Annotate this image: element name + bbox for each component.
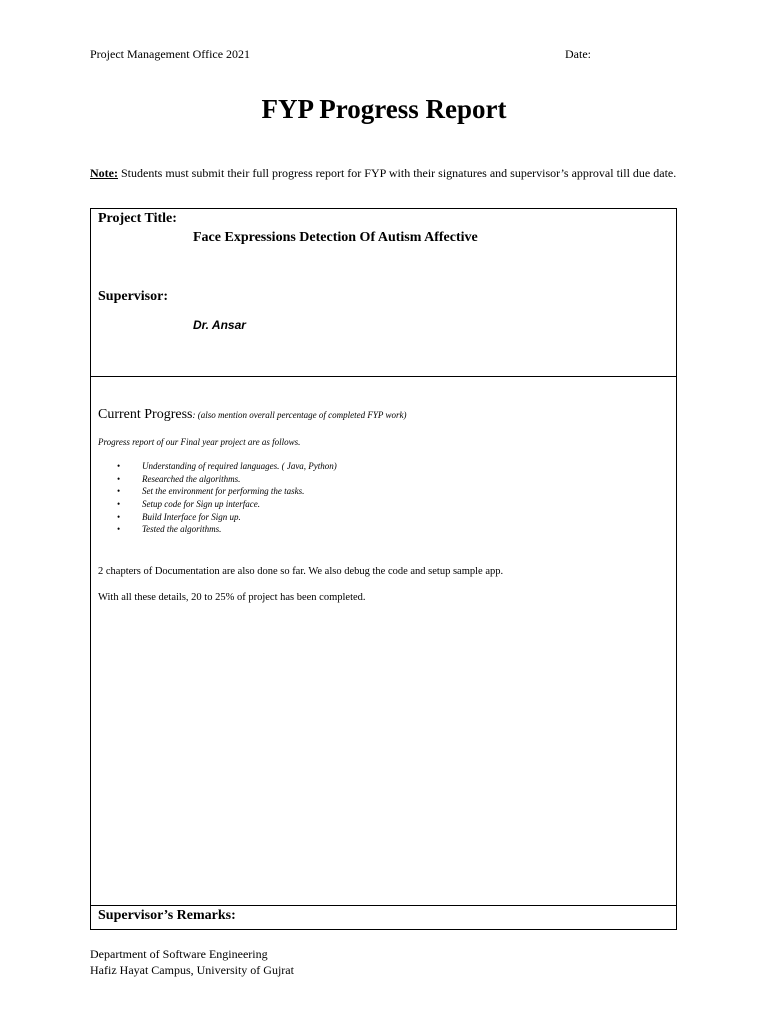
progress-paragraph-completion: With all these details, 20 to 25% of project has been completed.	[98, 592, 366, 603]
footer-department: Department of Software Engineering	[90, 947, 268, 961]
supervisor-label: Supervisor:	[98, 289, 168, 304]
report-form	[90, 208, 677, 930]
supervisor-name: Dr. Ansar	[193, 318, 246, 332]
progress-intro: Progress report of our Final year project are as follows.	[98, 437, 301, 447]
progress-list	[117, 460, 337, 536]
progress-item-text: Understanding of required languages. ( Java, Python)	[142, 461, 337, 471]
project-section	[91, 209, 676, 377]
progress-item-text: Tested the algorithms.	[142, 524, 222, 535]
bullet-icon: •	[117, 524, 121, 535]
progress-item-text: Build Interface for Sign up.	[142, 511, 241, 522]
project-title-label: Project Title:	[98, 211, 177, 226]
bullet-icon: •	[117, 511, 121, 522]
progress-list-item	[117, 473, 337, 486]
bullet-icon: •	[117, 473, 121, 484]
bullet-icon: •	[117, 461, 121, 471]
note-paragraph	[90, 165, 680, 182]
bullet-icon: •	[117, 499, 121, 510]
progress-heading-text: Current Progress	[98, 407, 193, 422]
progress-item-text: Set the environment for performing the tasks.	[142, 486, 305, 497]
progress-list-item	[117, 485, 337, 498]
project-title-value: Face Expressions Detection Of Autism Affective	[193, 230, 478, 245]
progress-list-item	[117, 498, 337, 511]
note-label: Note:	[90, 166, 118, 180]
progress-section	[91, 377, 676, 906]
progress-heading	[98, 407, 406, 423]
header-office: Project Management Office 2021	[90, 47, 251, 61]
progress-list-item	[117, 523, 337, 536]
progress-list-item	[117, 511, 337, 524]
header-date-label: Date:	[565, 47, 591, 61]
supervisor-remarks-label: Supervisor’s Remarks:	[98, 908, 236, 923]
progress-list-item	[117, 460, 337, 473]
progress-item-text: Setup code for Sign up interface.	[142, 499, 260, 510]
progress-heading-hint: : (also mention overall percentage of completed FYP work)	[192, 410, 407, 420]
progress-paragraph-documentation: 2 chapters of Documentation are also done so far. We also debug the code and setup sample app.	[98, 566, 504, 577]
page-title: FYP Progress Report	[261, 94, 507, 124]
bullet-icon: •	[117, 486, 121, 497]
progress-item-text: Researched the algorithms.	[142, 473, 241, 484]
note-text: Students must submit their full progress report for FYP with their signatures and supervisor’s approval till due date.	[117, 166, 677, 180]
footer-campus: Hafiz Hayat Campus, University of Gujrat	[90, 963, 294, 977]
